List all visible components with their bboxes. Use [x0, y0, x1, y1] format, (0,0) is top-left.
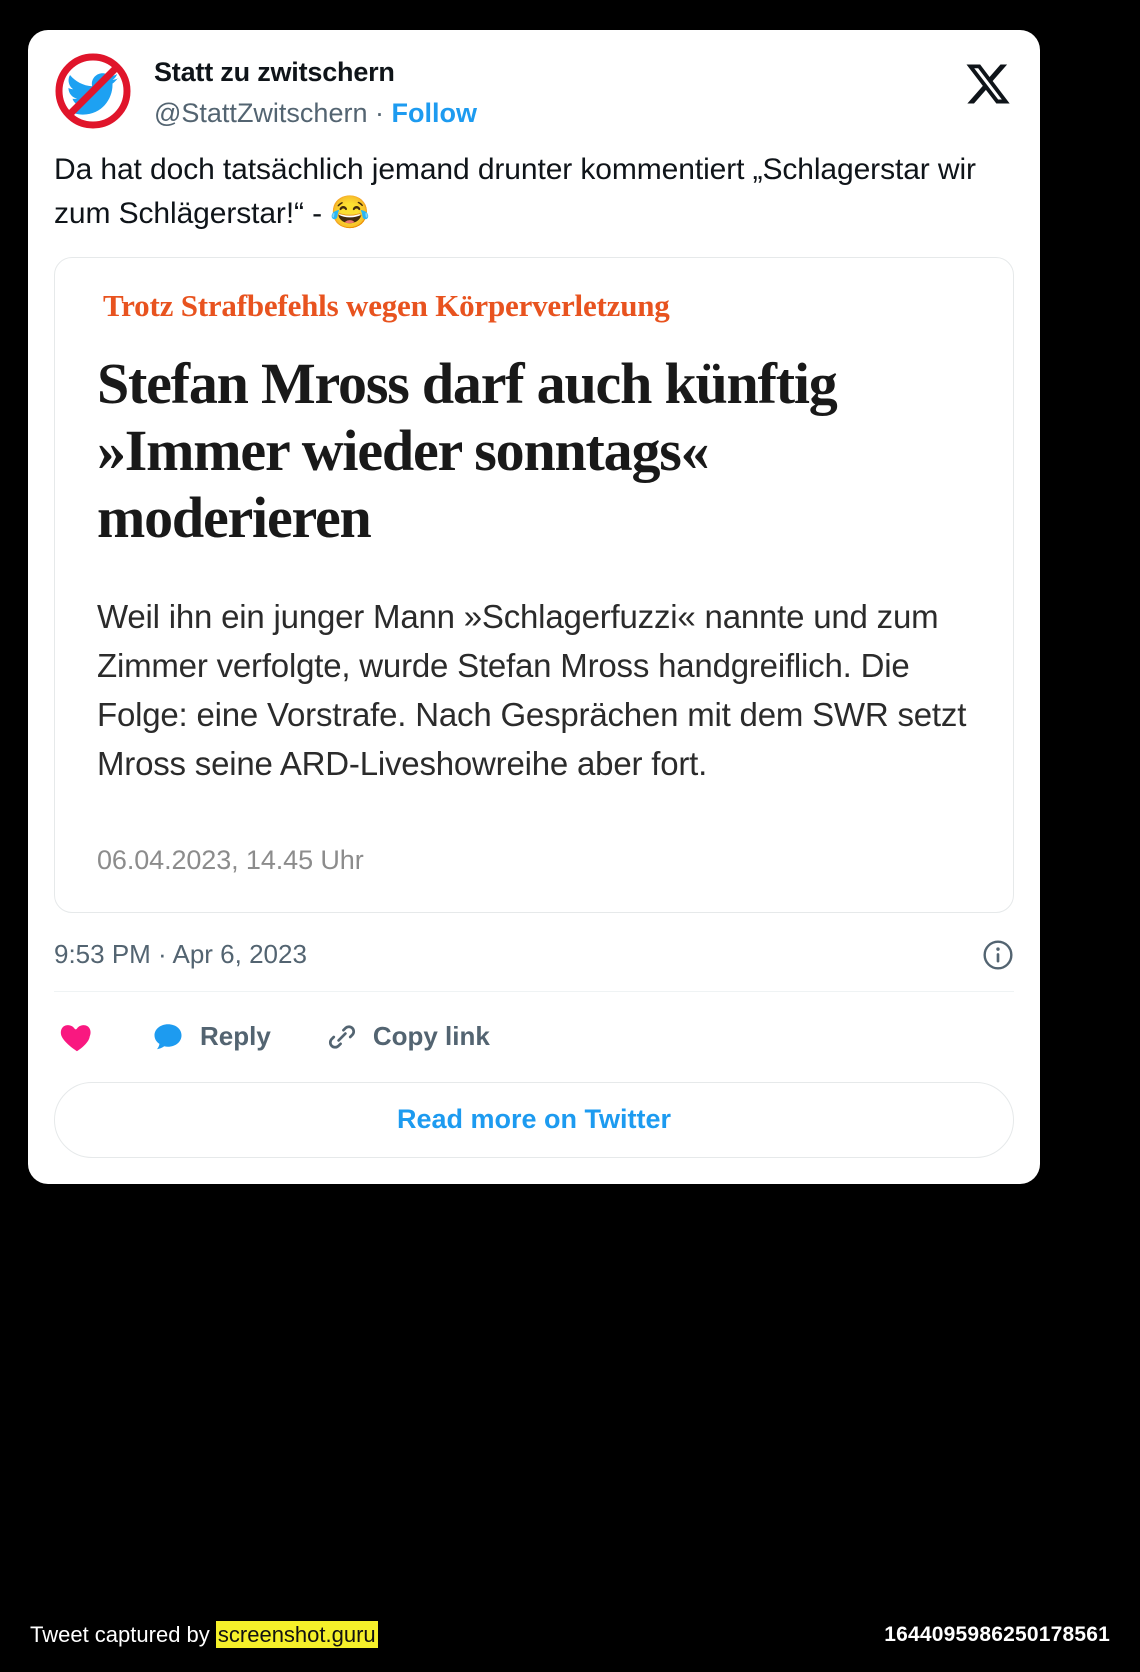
footer-caption-highlight[interactable]: screenshot.guru	[217, 1622, 376, 1647]
tweet-timestamp: 9:53 PM · Apr 6, 2023	[54, 939, 307, 970]
reply-button[interactable]	[150, 1019, 271, 1055]
speech-bubble-icon	[150, 1019, 186, 1055]
tweet-card	[28, 30, 1040, 1184]
tweet-text	[54, 149, 1014, 235]
follow-button[interactable]: Follow	[391, 97, 477, 128]
tweet-meta-row	[54, 939, 1014, 992]
footer	[0, 1598, 1140, 1672]
article-kicker: Trotz Strafbefehls wegen Körperverletzung	[103, 287, 670, 323]
link-icon	[325, 1020, 359, 1054]
tweet-header	[54, 52, 1014, 131]
tweet-text-content: Da hat doch tatsächlich jemand drunter kommentiert „Schlagerstar wir zum Schlägerstar!“ -	[54, 152, 976, 231]
copy-link-button[interactable]	[325, 1020, 490, 1054]
twitter-bird-no-entry-icon	[54, 52, 132, 130]
account-name-block	[154, 52, 477, 131]
article-headline: Stefan Mross darf auch künftig »Immer wieder sonntags« moderieren	[97, 350, 837, 551]
laughing-emoji-icon: 😂	[330, 194, 371, 231]
footer-caption-prefix: Tweet captured by	[30, 1622, 216, 1647]
account-handle: @StattZwitschern	[154, 97, 368, 128]
embedded-article-card[interactable]	[54, 257, 1014, 913]
article-teaser: Weil ihn ein junger Mann »Schlagerfuzzi« nannte und zum Zimmer verfolgte, wurde Stefan Mross handgreiflich. Die Folge: eine Vorstrafe. Nach Gesprächen mit dem SWR setzt Mross seine ARD-Liveshowreihe aber fort.	[97, 598, 967, 782]
x-logo-icon[interactable]	[964, 60, 1012, 108]
display-name: Statt zu zwitschern	[154, 57, 395, 87]
tweet-actions	[54, 1018, 1014, 1056]
handle-row	[154, 96, 477, 131]
handle-separator: ·	[374, 97, 384, 128]
reply-label: Reply	[200, 1021, 271, 1052]
like-button[interactable]	[58, 1018, 96, 1056]
avatar[interactable]	[54, 52, 132, 130]
copy-link-label: Copy link	[372, 1021, 490, 1052]
info-circle-icon[interactable]	[982, 939, 1014, 971]
heart-icon	[58, 1018, 96, 1056]
read-more-button[interactable]: Read more on Twitter	[54, 1082, 1014, 1158]
footer-caption	[30, 1622, 378, 1648]
article-timestamp: 06.04.2023, 14.45 Uhr	[97, 844, 364, 875]
footer-tweet-id: 1644095986250178561	[884, 1623, 1110, 1646]
